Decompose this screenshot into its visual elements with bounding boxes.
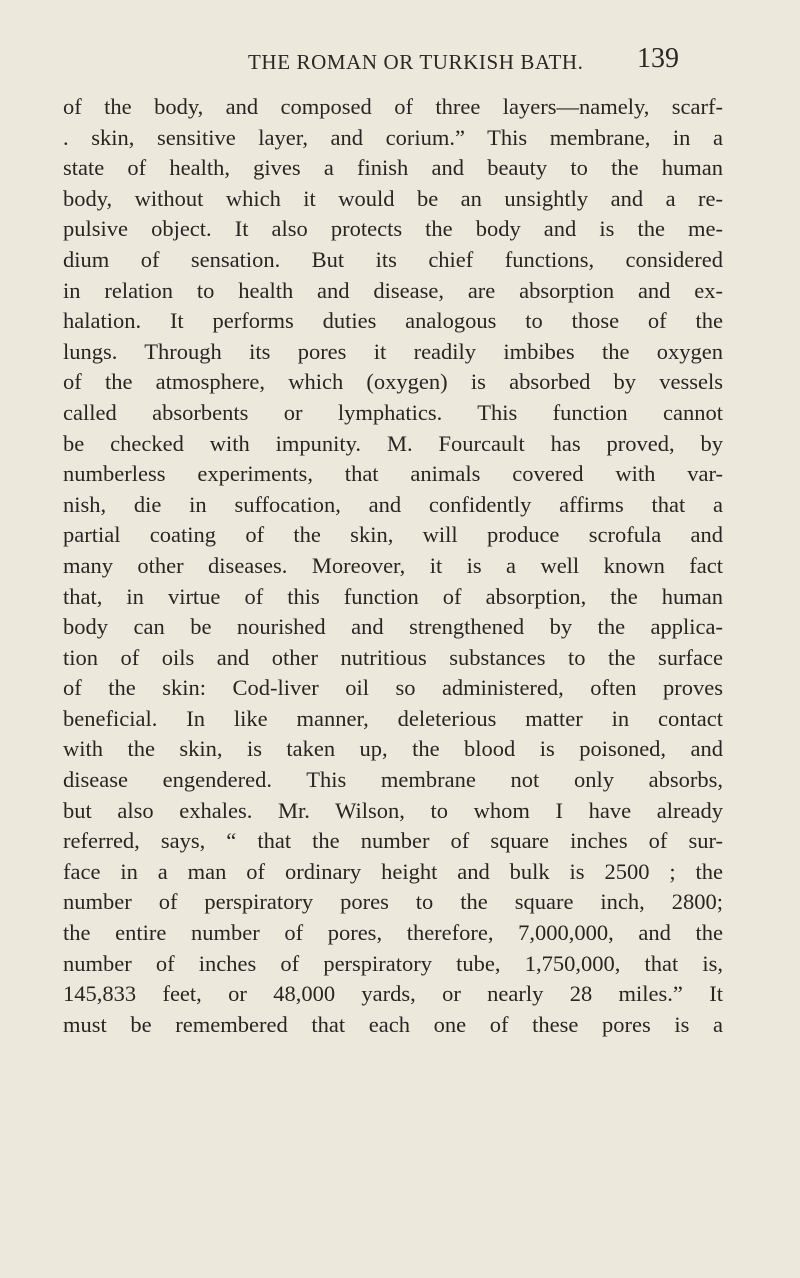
text-line: body, without which it would be an unsightly and a re- [63,185,723,211]
text-line: number of inches of perspiratory tube, 1,750,000, that is, [63,950,723,976]
text-line: the entire number of pores, therefore, 7,000,000, and the [63,920,723,946]
text-line: halation. It performs duties analogous to those of the [63,308,723,334]
text-line: nish, die in suffocation, and confidently affirms that a [63,491,723,517]
text-line: state of health, gives a finish and beauty to the human [63,155,723,181]
text-line: of the skin: Cod-liver oil so administered, often proves [63,675,723,701]
text-line: dium of sensation. But its chief functions, considered [63,246,723,272]
text-line: with the skin, is taken up, the blood is poisoned, and [63,736,723,762]
text-line: body can be nourished and strengthened by the applica- [63,614,723,640]
text-line: called absorbents or lymphatics. This function cannot [63,399,723,425]
running-title: THE ROMAN OR TURKISH BATH. [248,50,584,74]
text-line: that, in virtue of this function of absorption, the human [63,583,723,609]
text-line: referred, says, “ that the number of square inches of sur- [63,828,723,854]
running-head [0,40,800,80]
text-line: lungs. Through its pores it readily imbibes the oxygen [63,338,723,364]
text-line: number of perspiratory pores to the square inch, 2800; [63,889,723,915]
text-line: disease engendered. This membrane not only absorbs, [63,767,723,793]
text-line: be checked with impunity. M. Fourcault has proved, by [63,430,723,456]
text-line: face in a man of ordinary height and bulk is 2500 ; the [63,858,723,884]
text-line: numberless experiments, that animals covered with var- [63,461,723,487]
text-line: partial coating of the skin, will produce scrofula and [63,522,723,548]
text-line: tion of oils and other nutritious substances to the surface [63,644,723,670]
text-line: of the body, and composed of three layers—namely, scarf- [63,94,723,119]
text-line: many other diseases. Moreover, it is a well known fact [63,552,723,578]
text-line: beneficial. In like manner, deleterious matter in contact [63,705,723,731]
text-line: must be remembered that each one of these pores is a [63,1011,723,1037]
text-line: . skin, sensitive layer, and corium.” This membrane, in a [63,124,723,150]
page-number: 139 [637,43,679,74]
text-line: of the atmosphere, which (oxygen) is absorbed by vessels [63,369,723,395]
body-text [63,92,723,1040]
text-line: in relation to health and disease, are absorption and ex- [63,277,723,303]
text-line: but also exhales. Mr. Wilson, to whom I have already [63,797,723,823]
text-line: pulsive object. It also protects the body and is the me- [63,216,723,242]
text-line: 145,833 feet, or 48,000 yards, or nearly 28 miles.” It [63,981,723,1007]
